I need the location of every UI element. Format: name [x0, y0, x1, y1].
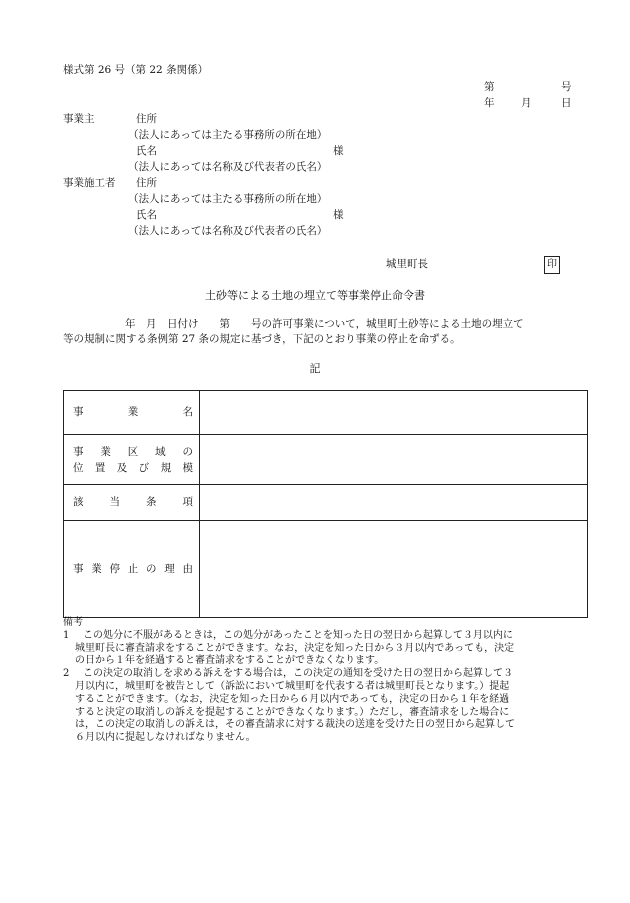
table-row [64, 391, 588, 435]
date-year: 年 [484, 97, 495, 109]
notes-heading: 備考 [63, 617, 83, 628]
owner-name-note: （法人にあっては名称及び代表者の氏名） [128, 161, 328, 173]
issuer-title: 城里町長 [386, 258, 428, 270]
ki-marker: 記 [309, 362, 321, 375]
business-area-value[interactable] [200, 435, 588, 485]
table-row [64, 485, 588, 521]
contractor-address-label: 住所 [136, 177, 157, 189]
order-details-table [63, 390, 588, 618]
owner-honorific: 様 [333, 145, 344, 157]
contractor-honorific: 様 [333, 209, 344, 221]
body-line-1: 年 月 日付け 第 号の許可事業について，城里町土砂等による土地の埋立て [125, 318, 524, 330]
date-month: 月 [521, 97, 532, 109]
contractor-name-label: 氏名 [136, 209, 157, 221]
suspension-reason-label: 事 業 停 止 の 理 由 [64, 521, 200, 618]
note-item-2: 2 この決定の取消しを求める訴えをする場合は，この決定の通知を受けた日の翌日から起算して３ 月以内に，城里町を被告として（訴訟において城里町を代表する者は城里町長となります。）提起 することができます。（なお，決定を知った日から６月以内であっても，決定の日から１年を経過 すると決定の取消しの訴えを提起することができなくなります。）ただし，審査請求をした場合に は，この決定の取消しの訴えは，その審査請求に対する裁決の送達を受けた日の翌日から起算して ６月以内に提起しなければなりません。 [63, 668, 515, 744]
date-day: 日 [561, 97, 572, 109]
applicable-article-value[interactable] [200, 485, 588, 521]
doc-number-suffix: 号 [561, 81, 572, 93]
notes-section [63, 617, 588, 745]
doc-number-prefix: 第 [484, 81, 495, 93]
contractor-name-note: （法人にあっては名称及び代表者の氏名） [128, 225, 328, 237]
owner-address-note: （法人にあっては主たる事務所の所在地） [128, 129, 328, 141]
seal-mark: 印 [544, 256, 560, 274]
table-row [64, 521, 588, 618]
note-number-2: 2 [63, 668, 70, 680]
contractor-address-note: （法人にあっては主たる事務所の所在地） [128, 193, 328, 205]
business-name-label: 事 業 名 [64, 391, 200, 435]
body-paragraph [63, 317, 588, 347]
document-title: 土砂等による土地の埋立て等事業停止命令書 [205, 289, 425, 302]
form-number: 様式第 26 号（第 22 条関係） [63, 64, 209, 76]
note-number-1: 1 [63, 629, 70, 641]
body-line-2: 等の規制に関する条例第 27 条の規定に基づき，下記のとおり事業の停止を命ずる。 [63, 333, 461, 345]
table-row [64, 435, 588, 485]
business-name-value[interactable] [200, 391, 588, 435]
owner-label: 事業主 [63, 113, 95, 125]
owner-name-label: 氏名 [136, 145, 157, 157]
contractor-label: 事業施工者 [63, 177, 116, 189]
suspension-reason-value[interactable] [200, 521, 588, 618]
owner-address-label: 住所 [136, 113, 157, 125]
applicable-article-label: 該 当 条 項 [64, 485, 200, 521]
note-item-1: 1 この処分に不服があるときは，この処分があったことを知った日の翌日から起算して３月以内に 城里町長に審査請求をすることができます。なお，決定を知った日から３月以内であっても，決定 の日から１年を経過すると審査請求をすることができなくなります。 [63, 629, 515, 667]
business-area-label: 事 業 区 域 の 位 置 及 び 規 模 [64, 435, 200, 485]
